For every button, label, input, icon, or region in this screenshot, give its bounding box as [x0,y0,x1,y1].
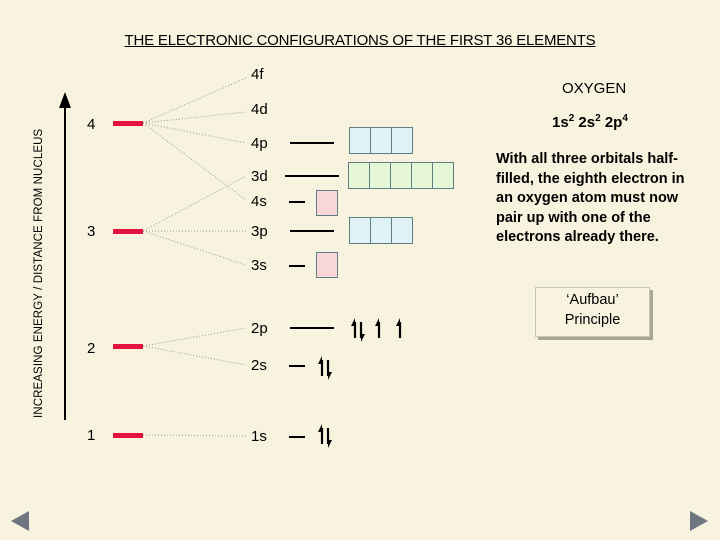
shell-label-1: 1 [87,427,96,444]
previous-slide-icon[interactable] [11,511,29,531]
element-name: OXYGEN [562,80,627,97]
subshell-label-4s: 4s [251,193,267,210]
half-arrow-down-icon [328,440,332,448]
half-arrow-up-icon [351,318,355,326]
shell-label-2: 2 [87,340,96,357]
subshell-label-4f: 4f [251,66,264,83]
half-arrow-up-icon [318,356,322,364]
subshell-label-2p: 2p [251,320,268,337]
subshell-label-3d: 3d [251,168,268,185]
half-arrow-down-icon [328,372,332,380]
half-arrow-up-icon [375,318,379,326]
page-title: THE ELECTRONIC CONFIGURATIONS OF THE FIRST 36 ELEMENTS [124,32,596,49]
subshell-label-3s: 3s [251,257,267,274]
shell-label-4: 4 [87,116,96,133]
subshell-label-3p: 3p [251,223,268,240]
subshell-label-2s: 2s [251,357,267,374]
explanation-text: With all three orbitals half- filled, the eighth electron in an oxygen atom must now pair up with one of the electrons already there. [496,151,685,245]
aufbau-principle-label: ‘Aufbau’ Principle [535,287,650,337]
shell-label-3: 3 [87,223,96,240]
electron-configuration: $1s^2$ $2s^2$ $2p^4$ [552,113,628,131]
half-arrow-up-icon [318,424,322,432]
half-arrow-up-icon [396,318,400,326]
subshell-label-4d: 4d [251,101,268,118]
subshell-label-4p: 4p [251,135,268,152]
subshell-label-1s: 1s [251,428,267,445]
half-arrow-down-icon [361,334,365,342]
y-axis-label: INCREASING ENERGY / DISTANCE FROM NUCLEUS [33,128,45,418]
next-slide-icon[interactable] [690,511,708,531]
